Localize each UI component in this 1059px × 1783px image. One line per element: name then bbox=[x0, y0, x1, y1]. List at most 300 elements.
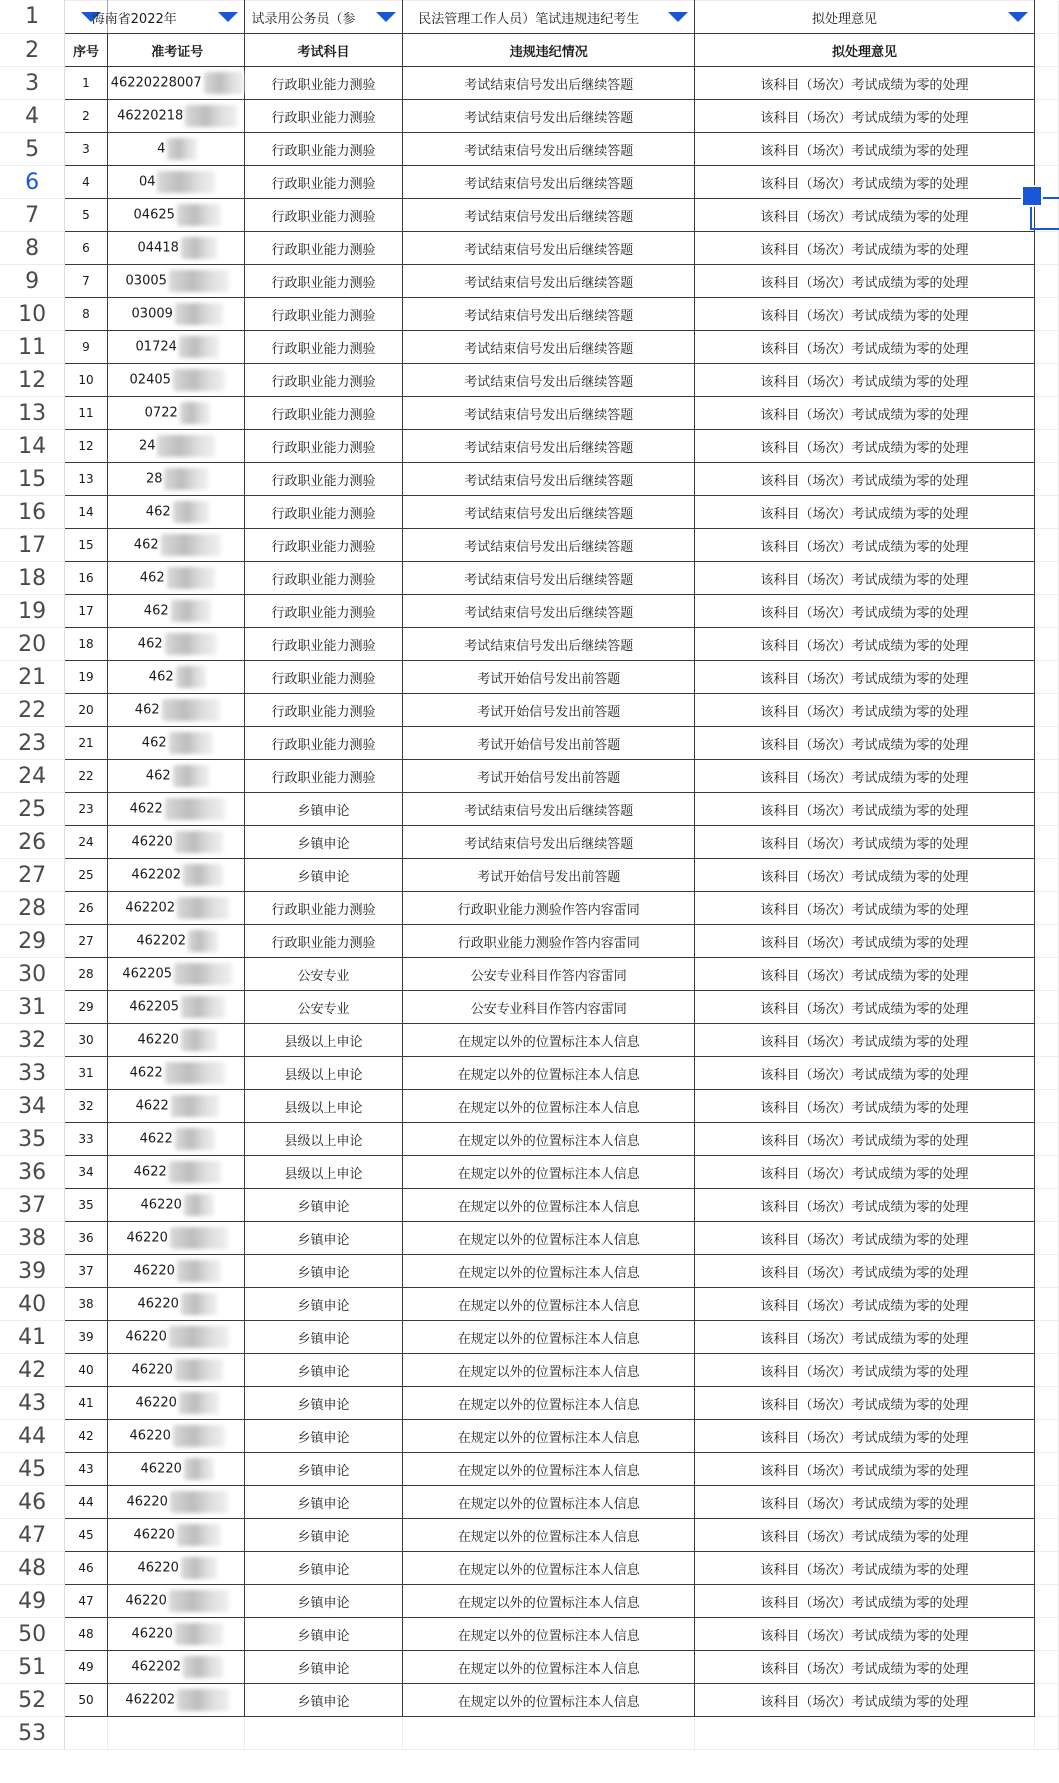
cell-seq[interactable]: 10 bbox=[65, 364, 107, 397]
empty-cell[interactable] bbox=[1034, 1651, 1058, 1684]
cell-seq[interactable]: 34 bbox=[65, 1156, 107, 1189]
cell-seq[interactable]: 5 bbox=[65, 199, 107, 232]
cell-seq[interactable]: 36 bbox=[65, 1222, 107, 1255]
row-number[interactable]: 10 bbox=[0, 298, 65, 331]
cell-subject[interactable]: 乡镇申论 bbox=[244, 1255, 403, 1288]
empty-cell[interactable] bbox=[244, 1717, 403, 1750]
cell-action[interactable]: 该科目（场次）考试成绩为零的处理 bbox=[695, 826, 1035, 859]
row-number[interactable]: 7 bbox=[0, 199, 65, 232]
cell-seq[interactable]: 15 bbox=[65, 529, 107, 562]
empty-cell[interactable] bbox=[1034, 958, 1058, 991]
cell-seq[interactable]: 40 bbox=[65, 1354, 107, 1387]
cell-subject[interactable]: 乡镇申论 bbox=[244, 1189, 403, 1222]
header-id[interactable]: 准考证号 bbox=[107, 34, 244, 67]
row-number[interactable]: 22 bbox=[0, 694, 65, 727]
empty-cell[interactable] bbox=[1034, 1552, 1058, 1585]
cell-action[interactable]: 该科目（场次）考试成绩为零的处理 bbox=[695, 793, 1035, 826]
cell-seq[interactable]: 32 bbox=[65, 1090, 107, 1123]
cell-subject[interactable]: 行政职业能力测验 bbox=[244, 892, 403, 925]
cell-action[interactable]: 该科目（场次）考试成绩为零的处理 bbox=[695, 67, 1035, 100]
cell-subject[interactable]: 行政职业能力测验 bbox=[244, 760, 403, 793]
cell-exam-id[interactable] bbox=[107, 694, 244, 727]
cell-subject[interactable]: 行政职业能力测验 bbox=[244, 265, 403, 298]
cell-exam-id[interactable] bbox=[107, 67, 244, 100]
cell-subject[interactable]: 县级以上申论 bbox=[244, 1024, 403, 1057]
header-seq[interactable]: 序号 bbox=[65, 34, 107, 67]
cell-exam-id[interactable] bbox=[107, 265, 244, 298]
empty-cell[interactable] bbox=[1034, 1684, 1058, 1717]
cell-exam-id[interactable] bbox=[107, 1618, 244, 1651]
cell-action[interactable]: 该科目（场次）考试成绩为零的处理 bbox=[695, 1453, 1035, 1486]
cell-subject[interactable]: 行政职业能力测验 bbox=[244, 133, 403, 166]
cell-action[interactable]: 该科目（场次）考试成绩为零的处理 bbox=[695, 166, 1035, 199]
empty-cell[interactable] bbox=[1034, 859, 1058, 892]
cell-exam-id[interactable] bbox=[107, 199, 244, 232]
cell-action[interactable]: 该科目（场次）考试成绩为零的处理 bbox=[695, 859, 1035, 892]
cell-seq[interactable]: 43 bbox=[65, 1453, 107, 1486]
cell-seq[interactable]: 2 bbox=[65, 100, 107, 133]
cell-subject[interactable]: 行政职业能力测验 bbox=[244, 100, 403, 133]
cell-seq[interactable]: 33 bbox=[65, 1123, 107, 1156]
cell-violation[interactable]: 考试结束信号发出后继续答题 bbox=[403, 100, 695, 133]
cell-violation[interactable]: 在规定以外的位置标注本人信息 bbox=[403, 1486, 695, 1519]
empty-cell[interactable] bbox=[1034, 1354, 1058, 1387]
empty-cell[interactable] bbox=[1034, 232, 1058, 265]
cell-exam-id[interactable] bbox=[107, 232, 244, 265]
cell-action[interactable]: 该科目（场次）考试成绩为零的处理 bbox=[695, 1189, 1035, 1222]
cell-seq[interactable]: 28 bbox=[65, 958, 107, 991]
cell-action[interactable]: 该科目（场次）考试成绩为零的处理 bbox=[695, 100, 1035, 133]
cell-exam-id[interactable] bbox=[107, 1057, 244, 1090]
cell-violation[interactable]: 考试结束信号发出后继续答题 bbox=[403, 331, 695, 364]
empty-cell[interactable] bbox=[1034, 562, 1058, 595]
cell-violation[interactable]: 考试结束信号发出后继续答题 bbox=[403, 232, 695, 265]
cell-subject[interactable]: 行政职业能力测验 bbox=[244, 232, 403, 265]
filter-dropdown-icon[interactable] bbox=[668, 12, 688, 22]
cell-exam-id[interactable] bbox=[107, 661, 244, 694]
cell-exam-id[interactable] bbox=[107, 463, 244, 496]
cell-violation[interactable]: 考试结束信号发出后继续答题 bbox=[403, 298, 695, 331]
cell-violation[interactable]: 考试结束信号发出后继续答题 bbox=[403, 562, 695, 595]
empty-cell[interactable] bbox=[1034, 661, 1058, 694]
row-number[interactable]: 40 bbox=[0, 1288, 65, 1321]
empty-cell[interactable] bbox=[1034, 67, 1058, 100]
empty-cell[interactable] bbox=[1034, 1618, 1058, 1651]
cell-subject[interactable]: 乡镇申论 bbox=[244, 1222, 403, 1255]
cell-violation[interactable]: 在规定以外的位置标注本人信息 bbox=[403, 1552, 695, 1585]
cell-exam-id[interactable] bbox=[107, 958, 244, 991]
cell-violation[interactable]: 在规定以外的位置标注本人信息 bbox=[403, 1057, 695, 1090]
empty-cell[interactable] bbox=[1034, 298, 1058, 331]
cell-action[interactable]: 该科目（场次）考试成绩为零的处理 bbox=[695, 529, 1035, 562]
cell-violation[interactable]: 考试结束信号发出后继续答题 bbox=[403, 463, 695, 496]
row-number[interactable]: 6 bbox=[0, 166, 65, 199]
cell-subject[interactable]: 行政职业能力测验 bbox=[244, 463, 403, 496]
cell-subject[interactable]: 乡镇申论 bbox=[244, 1354, 403, 1387]
empty-cell[interactable] bbox=[1034, 1090, 1058, 1123]
cell-action[interactable]: 该科目（场次）考试成绩为零的处理 bbox=[695, 1255, 1035, 1288]
cell-seq[interactable]: 41 bbox=[65, 1387, 107, 1420]
cell-violation[interactable]: 在规定以外的位置标注本人信息 bbox=[403, 1585, 695, 1618]
empty-cell[interactable] bbox=[1034, 628, 1058, 661]
cell-violation[interactable]: 考试结束信号发出后继续答题 bbox=[403, 529, 695, 562]
cell-exam-id[interactable] bbox=[107, 595, 244, 628]
row-number[interactable]: 13 bbox=[0, 397, 65, 430]
cell-violation[interactable]: 在规定以外的位置标注本人信息 bbox=[403, 1123, 695, 1156]
cell-seq[interactable]: 25 bbox=[65, 859, 107, 892]
cell-exam-id[interactable] bbox=[107, 1420, 244, 1453]
cell-action[interactable]: 该科目（场次）考试成绩为零的处理 bbox=[695, 133, 1035, 166]
row-number[interactable]: 37 bbox=[0, 1189, 65, 1222]
empty-cell[interactable] bbox=[403, 1717, 695, 1750]
row-number[interactable]: 31 bbox=[0, 991, 65, 1024]
cell-subject[interactable]: 乡镇申论 bbox=[244, 1651, 403, 1684]
cell-action[interactable]: 该科目（场次）考试成绩为零的处理 bbox=[695, 1552, 1035, 1585]
cell-violation[interactable]: 考试开始信号发出前答题 bbox=[403, 727, 695, 760]
cell-seq[interactable]: 3 bbox=[65, 133, 107, 166]
cell-subject[interactable]: 行政职业能力测验 bbox=[244, 595, 403, 628]
cell-seq[interactable]: 30 bbox=[65, 1024, 107, 1057]
cell-action[interactable]: 该科目（场次）考试成绩为零的处理 bbox=[695, 1156, 1035, 1189]
cell-subject[interactable]: 乡镇申论 bbox=[244, 1387, 403, 1420]
cell-exam-id[interactable] bbox=[107, 1288, 244, 1321]
row-number[interactable]: 46 bbox=[0, 1486, 65, 1519]
empty-cell[interactable] bbox=[1034, 991, 1058, 1024]
cell-violation[interactable]: 在规定以外的位置标注本人信息 bbox=[403, 1321, 695, 1354]
cell-violation[interactable]: 考试结束信号发出后继续答题 bbox=[403, 67, 695, 100]
cell-action[interactable]: 该科目（场次）考试成绩为零的处理 bbox=[695, 1090, 1035, 1123]
cell-violation[interactable]: 考试开始信号发出前答题 bbox=[403, 694, 695, 727]
empty-cell[interactable] bbox=[1034, 727, 1058, 760]
cell-exam-id[interactable] bbox=[107, 1585, 244, 1618]
row-number[interactable]: 50 bbox=[0, 1618, 65, 1651]
header-violation[interactable]: 违规违纪情况 bbox=[403, 34, 695, 67]
cell-seq[interactable]: 20 bbox=[65, 694, 107, 727]
cell-violation[interactable]: 在规定以外的位置标注本人信息 bbox=[403, 1354, 695, 1387]
cell-action[interactable]: 该科目（场次）考试成绩为零的处理 bbox=[695, 1123, 1035, 1156]
cell-seq[interactable]: 9 bbox=[65, 331, 107, 364]
row-number[interactable]: 42 bbox=[0, 1354, 65, 1387]
cell-subject[interactable]: 乡镇申论 bbox=[244, 1618, 403, 1651]
empty-cell[interactable] bbox=[1034, 892, 1058, 925]
empty-cell[interactable] bbox=[1034, 1057, 1058, 1090]
cell-subject[interactable]: 乡镇申论 bbox=[244, 1453, 403, 1486]
empty-cell[interactable] bbox=[1034, 925, 1058, 958]
row-number[interactable]: 18 bbox=[0, 562, 65, 595]
cell-exam-id[interactable] bbox=[107, 166, 244, 199]
filter-dropdown-icon[interactable] bbox=[218, 12, 238, 22]
row-number[interactable]: 36 bbox=[0, 1156, 65, 1189]
cell-exam-id[interactable] bbox=[107, 397, 244, 430]
cell-exam-id[interactable] bbox=[107, 892, 244, 925]
row-number[interactable]: 32 bbox=[0, 1024, 65, 1057]
cell-exam-id[interactable] bbox=[107, 760, 244, 793]
cell-seq[interactable]: 27 bbox=[65, 925, 107, 958]
cell-exam-id[interactable] bbox=[107, 1321, 244, 1354]
cell-subject[interactable]: 乡镇申论 bbox=[244, 1552, 403, 1585]
row-number[interactable]: 21 bbox=[0, 661, 65, 694]
cell-seq[interactable]: 22 bbox=[65, 760, 107, 793]
cell-action[interactable]: 该科目（场次）考试成绩为零的处理 bbox=[695, 1519, 1035, 1552]
cell-seq[interactable]: 39 bbox=[65, 1321, 107, 1354]
cell-exam-id[interactable] bbox=[107, 1651, 244, 1684]
empty-cell[interactable] bbox=[1034, 34, 1058, 67]
cell-subject[interactable]: 行政职业能力测验 bbox=[244, 67, 403, 100]
cell-subject[interactable]: 行政职业能力测验 bbox=[244, 628, 403, 661]
cell-violation[interactable]: 考试结束信号发出后继续答题 bbox=[403, 430, 695, 463]
row-number[interactable]: 20 bbox=[0, 628, 65, 661]
cell-action[interactable]: 该科目（场次）考试成绩为零的处理 bbox=[695, 628, 1035, 661]
row-number[interactable]: 52 bbox=[0, 1684, 65, 1717]
cell-subject[interactable]: 乡镇申论 bbox=[244, 1519, 403, 1552]
cell-exam-id[interactable] bbox=[107, 1222, 244, 1255]
cell-subject[interactable]: 公安专业 bbox=[244, 958, 403, 991]
cell-subject[interactable]: 乡镇申论 bbox=[244, 1420, 403, 1453]
cell-violation[interactable]: 考试结束信号发出后继续答题 bbox=[403, 628, 695, 661]
cell-action[interactable]: 该科目（场次）考试成绩为零的处理 bbox=[695, 430, 1035, 463]
cell-violation[interactable]: 在规定以外的位置标注本人信息 bbox=[403, 1090, 695, 1123]
cell-exam-id[interactable] bbox=[107, 364, 244, 397]
cell-subject[interactable]: 行政职业能力测验 bbox=[244, 694, 403, 727]
cell-action[interactable]: 该科目（场次）考试成绩为零的处理 bbox=[695, 760, 1035, 793]
cell-subject[interactable]: 县级以上申论 bbox=[244, 1156, 403, 1189]
cell-seq[interactable]: 1 bbox=[65, 67, 107, 100]
cell-seq[interactable]: 19 bbox=[65, 661, 107, 694]
cell-exam-id[interactable] bbox=[107, 1090, 244, 1123]
cell-exam-id[interactable] bbox=[107, 133, 244, 166]
cell-action[interactable]: 该科目（场次）考试成绩为零的处理 bbox=[695, 958, 1035, 991]
cell-seq[interactable]: 45 bbox=[65, 1519, 107, 1552]
row-number[interactable]: 49 bbox=[0, 1585, 65, 1618]
cell-subject[interactable]: 乡镇申论 bbox=[244, 826, 403, 859]
cell-subject[interactable]: 公安专业 bbox=[244, 991, 403, 1024]
cell-exam-id[interactable] bbox=[107, 1189, 244, 1222]
cell-subject[interactable]: 行政职业能力测验 bbox=[244, 166, 403, 199]
cell-action[interactable]: 该科目（场次）考试成绩为零的处理 bbox=[695, 1585, 1035, 1618]
cell-action[interactable]: 该科目（场次）考试成绩为零的处理 bbox=[695, 1057, 1035, 1090]
cell-exam-id[interactable] bbox=[107, 1024, 244, 1057]
empty-cell[interactable] bbox=[1034, 760, 1058, 793]
cell-subject[interactable]: 乡镇申论 bbox=[244, 1288, 403, 1321]
empty-cell[interactable] bbox=[695, 1717, 1035, 1750]
empty-cell[interactable] bbox=[1034, 595, 1058, 628]
cell-exam-id[interactable] bbox=[107, 1486, 244, 1519]
selection-fill-handle[interactable] bbox=[1021, 185, 1043, 207]
cell-exam-id[interactable] bbox=[107, 826, 244, 859]
empty-cell[interactable] bbox=[107, 1717, 244, 1750]
cell-violation[interactable]: 考试结束信号发出后继续答题 bbox=[403, 595, 695, 628]
cell-seq[interactable]: 24 bbox=[65, 826, 107, 859]
cell-violation[interactable]: 考试结束信号发出后继续答题 bbox=[403, 133, 695, 166]
row-number[interactable]: 9 bbox=[0, 265, 65, 298]
cell-action[interactable]: 该科目（场次）考试成绩为零的处理 bbox=[695, 562, 1035, 595]
cell-exam-id[interactable] bbox=[107, 793, 244, 826]
cell-action[interactable]: 该科目（场次）考试成绩为零的处理 bbox=[695, 1354, 1035, 1387]
cell-exam-id[interactable] bbox=[107, 496, 244, 529]
cell-seq[interactable]: 17 bbox=[65, 595, 107, 628]
cell-action[interactable]: 该科目（场次）考试成绩为零的处理 bbox=[695, 991, 1035, 1024]
row-number[interactable]: 51 bbox=[0, 1651, 65, 1684]
row-number[interactable]: 39 bbox=[0, 1255, 65, 1288]
cell-subject[interactable]: 乡镇申论 bbox=[244, 1585, 403, 1618]
cell-seq[interactable]: 44 bbox=[65, 1486, 107, 1519]
cell-exam-id[interactable] bbox=[107, 1156, 244, 1189]
filter-cell-c[interactable] bbox=[244, 1, 403, 34]
cell-exam-id[interactable] bbox=[107, 925, 244, 958]
cell-exam-id[interactable] bbox=[107, 1387, 244, 1420]
cell-exam-id[interactable] bbox=[107, 331, 244, 364]
cell-subject[interactable]: 县级以上申论 bbox=[244, 1123, 403, 1156]
row-number[interactable]: 19 bbox=[0, 595, 65, 628]
cell-violation[interactable]: 在规定以外的位置标注本人信息 bbox=[403, 1024, 695, 1057]
header-subject[interactable]: 考试科目 bbox=[244, 34, 403, 67]
cell-subject[interactable]: 行政职业能力测验 bbox=[244, 925, 403, 958]
cell-seq[interactable]: 46 bbox=[65, 1552, 107, 1585]
cell-subject[interactable]: 乡镇申论 bbox=[244, 1321, 403, 1354]
cell-subject[interactable]: 县级以上申论 bbox=[244, 1057, 403, 1090]
empty-cell[interactable] bbox=[1034, 1717, 1058, 1750]
cell-subject[interactable]: 乡镇申论 bbox=[244, 859, 403, 892]
cell-violation[interactable]: 考试结束信号发出后继续答题 bbox=[403, 364, 695, 397]
cell-subject[interactable]: 乡镇申论 bbox=[244, 1684, 403, 1717]
cell-action[interactable]: 该科目（场次）考试成绩为零的处理 bbox=[695, 298, 1035, 331]
row-number[interactable]: 17 bbox=[0, 529, 65, 562]
filter-cell-e[interactable] bbox=[695, 1, 1035, 34]
cell-action[interactable]: 该科目（场次）考试成绩为零的处理 bbox=[695, 1618, 1035, 1651]
row-number[interactable]: 1 bbox=[0, 1, 65, 34]
empty-cell[interactable] bbox=[1034, 364, 1058, 397]
empty-cell[interactable] bbox=[1034, 1519, 1058, 1552]
cell-exam-id[interactable] bbox=[107, 529, 244, 562]
row-number[interactable]: 11 bbox=[0, 331, 65, 364]
cell-subject[interactable]: 乡镇申论 bbox=[244, 1486, 403, 1519]
cell-subject[interactable]: 行政职业能力测验 bbox=[244, 397, 403, 430]
cell-seq[interactable]: 29 bbox=[65, 991, 107, 1024]
cell-action[interactable]: 该科目（场次）考试成绩为零的处理 bbox=[695, 232, 1035, 265]
filter-dropdown-icon[interactable] bbox=[1008, 12, 1028, 22]
empty-cell[interactable] bbox=[1034, 430, 1058, 463]
cell-subject[interactable]: 行政职业能力测验 bbox=[244, 364, 403, 397]
cell-violation[interactable]: 公安专业科目作答内容雷同 bbox=[403, 958, 695, 991]
row-number[interactable]: 24 bbox=[0, 760, 65, 793]
empty-cell[interactable] bbox=[1034, 1, 1058, 34]
cell-action[interactable]: 该科目（场次）考试成绩为零的处理 bbox=[695, 1420, 1035, 1453]
cell-violation[interactable]: 考试结束信号发出后继续答题 bbox=[403, 265, 695, 298]
cell-violation[interactable]: 考试结束信号发出后继续答题 bbox=[403, 826, 695, 859]
cell-action[interactable]: 该科目（场次）考试成绩为零的处理 bbox=[695, 463, 1035, 496]
row-number[interactable]: 48 bbox=[0, 1552, 65, 1585]
cell-subject[interactable]: 行政职业能力测验 bbox=[244, 331, 403, 364]
cell-exam-id[interactable] bbox=[107, 1552, 244, 1585]
cell-exam-id[interactable] bbox=[107, 298, 244, 331]
empty-cell[interactable] bbox=[1034, 463, 1058, 496]
cell-exam-id[interactable] bbox=[107, 1354, 244, 1387]
cell-seq[interactable]: 49 bbox=[65, 1651, 107, 1684]
cell-violation[interactable]: 在规定以外的位置标注本人信息 bbox=[403, 1288, 695, 1321]
empty-cell[interactable] bbox=[1034, 1387, 1058, 1420]
empty-cell[interactable] bbox=[1034, 100, 1058, 133]
cell-exam-id[interactable] bbox=[107, 100, 244, 133]
row-number[interactable]: 53 bbox=[0, 1717, 65, 1750]
empty-cell[interactable] bbox=[1034, 331, 1058, 364]
row-number[interactable]: 41 bbox=[0, 1321, 65, 1354]
cell-exam-id[interactable] bbox=[107, 628, 244, 661]
cell-subject[interactable]: 行政职业能力测验 bbox=[244, 661, 403, 694]
row-number[interactable]: 4 bbox=[0, 100, 65, 133]
cell-exam-id[interactable] bbox=[107, 1123, 244, 1156]
cell-violation[interactable]: 考试结束信号发出后继续答题 bbox=[403, 166, 695, 199]
row-number[interactable]: 23 bbox=[0, 727, 65, 760]
cell-violation[interactable]: 考试开始信号发出前答题 bbox=[403, 760, 695, 793]
empty-cell[interactable] bbox=[1034, 826, 1058, 859]
empty-cell[interactable] bbox=[1034, 1156, 1058, 1189]
empty-cell[interactable] bbox=[1034, 1585, 1058, 1618]
row-number[interactable]: 38 bbox=[0, 1222, 65, 1255]
empty-cell[interactable] bbox=[1034, 1222, 1058, 1255]
cell-action[interactable]: 该科目（场次）考试成绩为零的处理 bbox=[695, 1222, 1035, 1255]
cell-violation[interactable]: 在规定以外的位置标注本人信息 bbox=[403, 1519, 695, 1552]
cell-action[interactable]: 该科目（场次）考试成绩为零的处理 bbox=[695, 595, 1035, 628]
cell-seq[interactable]: 18 bbox=[65, 628, 107, 661]
empty-cell[interactable] bbox=[1034, 496, 1058, 529]
row-number[interactable]: 8 bbox=[0, 232, 65, 265]
cell-violation[interactable]: 行政职业能力测验作答内容雷同 bbox=[403, 892, 695, 925]
cell-seq[interactable]: 14 bbox=[65, 496, 107, 529]
cell-seq[interactable]: 50 bbox=[65, 1684, 107, 1717]
cell-seq[interactable]: 6 bbox=[65, 232, 107, 265]
cell-action[interactable]: 该科目（场次）考试成绩为零的处理 bbox=[695, 1321, 1035, 1354]
cell-seq[interactable]: 13 bbox=[65, 463, 107, 496]
cell-subject[interactable]: 行政职业能力测验 bbox=[244, 562, 403, 595]
row-number[interactable]: 15 bbox=[0, 463, 65, 496]
cell-violation[interactable]: 在规定以外的位置标注本人信息 bbox=[403, 1684, 695, 1717]
row-number[interactable]: 26 bbox=[0, 826, 65, 859]
cell-exam-id[interactable] bbox=[107, 727, 244, 760]
cell-exam-id[interactable] bbox=[107, 1519, 244, 1552]
cell-seq[interactable]: 23 bbox=[65, 793, 107, 826]
cell-violation[interactable]: 在规定以外的位置标注本人信息 bbox=[403, 1255, 695, 1288]
cell-seq[interactable]: 38 bbox=[65, 1288, 107, 1321]
cell-violation[interactable]: 在规定以外的位置标注本人信息 bbox=[403, 1651, 695, 1684]
cell-violation[interactable]: 在规定以外的位置标注本人信息 bbox=[403, 1453, 695, 1486]
cell-violation[interactable]: 行政职业能力测验作答内容雷同 bbox=[403, 925, 695, 958]
cell-violation[interactable]: 考试结束信号发出后继续答题 bbox=[403, 397, 695, 430]
row-number[interactable]: 30 bbox=[0, 958, 65, 991]
empty-cell[interactable] bbox=[1034, 1123, 1058, 1156]
cell-violation[interactable]: 在规定以外的位置标注本人信息 bbox=[403, 1222, 695, 1255]
cell-exam-id[interactable] bbox=[107, 430, 244, 463]
row-number[interactable]: 14 bbox=[0, 430, 65, 463]
empty-cell[interactable] bbox=[1034, 1024, 1058, 1057]
row-number[interactable]: 34 bbox=[0, 1090, 65, 1123]
empty-cell[interactable] bbox=[1034, 1420, 1058, 1453]
cell-action[interactable]: 该科目（场次）考试成绩为零的处理 bbox=[695, 265, 1035, 298]
cell-violation[interactable]: 考试结束信号发出后继续答题 bbox=[403, 496, 695, 529]
cell-seq[interactable]: 8 bbox=[65, 298, 107, 331]
cell-exam-id[interactable] bbox=[107, 859, 244, 892]
empty-cell[interactable] bbox=[1034, 1288, 1058, 1321]
cell-subject[interactable]: 行政职业能力测验 bbox=[244, 727, 403, 760]
empty-cell[interactable] bbox=[65, 1717, 107, 1750]
cell-violation[interactable]: 在规定以外的位置标注本人信息 bbox=[403, 1618, 695, 1651]
cell-violation[interactable]: 在规定以外的位置标注本人信息 bbox=[403, 1387, 695, 1420]
cell-subject[interactable]: 行政职业能力测验 bbox=[244, 529, 403, 562]
cell-subject[interactable]: 县级以上申论 bbox=[244, 1090, 403, 1123]
cell-action[interactable]: 该科目（场次）考试成绩为零的处理 bbox=[695, 727, 1035, 760]
cell-seq[interactable]: 7 bbox=[65, 265, 107, 298]
header-action[interactable]: 拟处理意见 bbox=[695, 34, 1035, 67]
row-number[interactable]: 5 bbox=[0, 133, 65, 166]
